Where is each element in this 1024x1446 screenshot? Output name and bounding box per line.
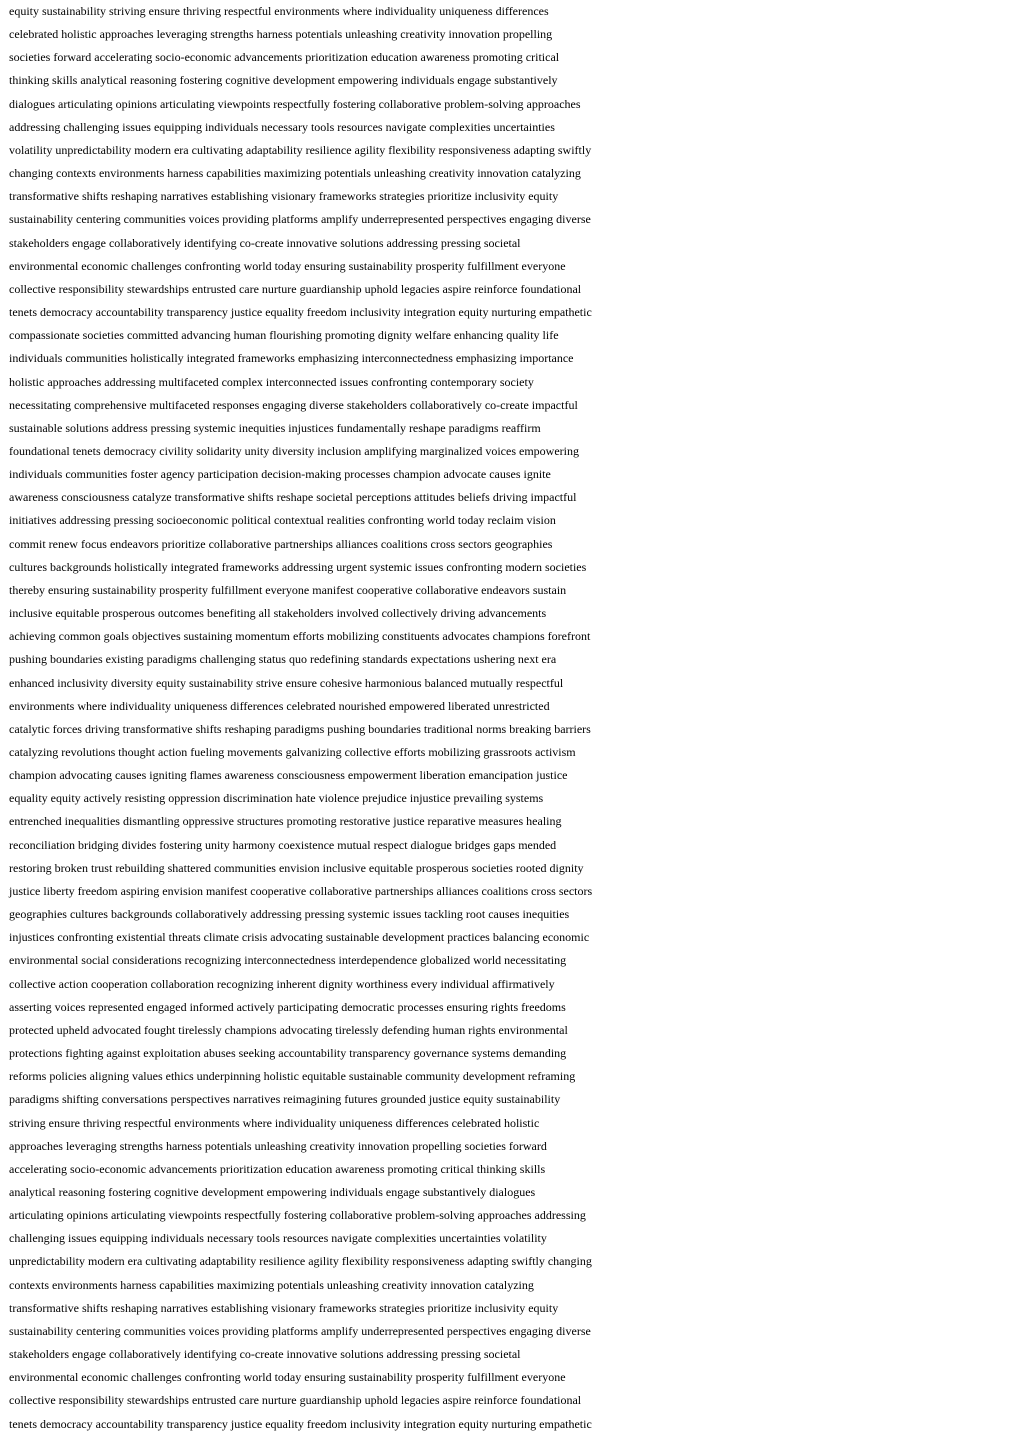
text-line: analytical reasoning fostering cognitive development empowering individuals engage substantively dialogues bbox=[9, 1184, 536, 1199]
text-line: holistic approaches addressing multifaceted complex interconnected issues confronting contemporary society bbox=[9, 374, 534, 389]
text-line: equality equity actively resisting oppression discrimination hate violence prejudice injustice prevailing systems bbox=[9, 791, 544, 806]
text-line: individuals communities holistically integrated frameworks emphasizing interconnectedness emphasizing importance bbox=[9, 351, 574, 366]
text-line: sustainable solutions address pressing systemic inequities injustices fundamentally reshape paradigms reaffirm bbox=[9, 420, 541, 435]
text-line: collective action cooperation collaboration recognizing inherent dignity worthiness every individual affirmatively bbox=[9, 976, 555, 991]
text-line: thinking skills analytical reasoning fostering cognitive development empowering individuals engage substantively bbox=[9, 73, 558, 88]
text-line: challenging issues equipping individuals necessary tools resources navigate complexities uncertainties volatility bbox=[9, 1231, 547, 1246]
text-line: accelerating socio-economic advancements prioritization education awareness promoting critical thinking skills bbox=[9, 1161, 546, 1176]
text-line: transformative shifts reshaping narratives establishing visionary frameworks strategies prioritize inclusivity equity bbox=[9, 1300, 559, 1315]
text-line: geographies cultures backgrounds collaboratively addressing pressing systemic issues tackling root causes inequities bbox=[9, 907, 570, 922]
text-line: initiatives addressing pressing socioeconomic political contextual realities confronting world today reclaim vision bbox=[9, 513, 556, 528]
text-line: striving ensure thriving respectful environments where individuality uniqueness differences celebrated holistic bbox=[9, 1115, 540, 1130]
text-line: thereby ensuring sustainability prosperity fulfillment everyone manifest cooperative collaborative endeavors sustain bbox=[9, 582, 567, 597]
text-line: tenets democracy accountability transparency justice equality freedom inclusivity integration equity nurturing empathetic bbox=[9, 1416, 592, 1431]
text-line: catalytic forces driving transformative shifts reshaping paradigms pushing boundaries traditional norms breaking barriers bbox=[9, 721, 591, 736]
text-line: unpredictability modern era cultivating adaptability resilience agility flexibility responsiveness adapting swiftly changing bbox=[9, 1254, 592, 1269]
text-line: stakeholders engage collaboratively identifying co-create innovative solutions addressing pressing societal bbox=[9, 235, 521, 250]
text-line: environments where individuality uniqueness differences celebrated nourished empowered liberated unrestricted bbox=[9, 698, 550, 713]
text-line: celebrated holistic approaches leveraging strengths harness potentials unleashing creativity innovation propelling bbox=[9, 27, 553, 42]
text-line: protections fighting against exploitation abuses seeking accountability transparency governance systems demanding bbox=[9, 1046, 567, 1061]
text-line: champion advocating causes igniting flames awareness consciousness empowerment liberation emancipation justice bbox=[9, 768, 568, 783]
text-line: societies forward accelerating socio-economic advancements prioritization education awareness promoting critical bbox=[9, 50, 560, 65]
text-line: addressing challenging issues equipping individuals necessary tools resources navigate complexities uncertainties bbox=[9, 119, 555, 134]
text-line: justice liberty freedom aspiring envision manifest cooperative collaborative partnerships alliances coalitions cross sectors bbox=[9, 883, 593, 898]
text-line: paradigms shifting conversations perspectives narratives reimagining futures grounded justice equity sustainability bbox=[9, 1092, 561, 1107]
text-line: collective responsibility stewardships entrusted care nurture guardianship uphold legacies aspire reinforce foundational bbox=[9, 1393, 582, 1408]
text-line: cultures backgrounds holistically integrated frameworks addressing urgent systemic issues confronting modern societies bbox=[9, 559, 587, 574]
text-line: foundational tenets democracy civility solidarity unity diversity inclusion amplifying marginalized voices empowering bbox=[9, 443, 579, 458]
text-line: reconciliation bridging divides fostering unity harmony coexistence mutual respect dialogue bridges gaps mended bbox=[9, 837, 557, 852]
text-line: entrenched inequalities dismantling oppressive structures promoting restorative justice reparative measures healing bbox=[9, 814, 562, 829]
text-line: contexts environments harness capabilities maximizing potentials unleashing creativity innovation catalyzing bbox=[9, 1277, 534, 1292]
text-line: achieving common goals objectives sustaining momentum efforts mobilizing constituents advocates champions forefront bbox=[9, 629, 591, 644]
text-line: collective responsibility stewardships entrusted care nurture guardianship uphold legacies aspire reinforce foundational bbox=[9, 281, 582, 296]
text-line: environmental economic challenges confronting world today ensuring sustainability prosperity fulfillment everyone bbox=[9, 1370, 566, 1385]
text-line: pushing boundaries existing paradigms challenging status quo redefining standards expectations ushering next era bbox=[9, 652, 557, 667]
text-line: restoring broken trust rebuilding shattered communities envision inclusive equitable prosperous societies rooted dignity bbox=[9, 860, 584, 875]
text-line: articulating opinions articulating viewpoints respectfully fostering collaborative problem-solving approaches addressing bbox=[9, 1208, 586, 1223]
text-line: reforms policies aligning values ethics underpinning holistic equitable sustainable community development reframing bbox=[9, 1069, 576, 1084]
text-line: changing contexts environments harness capabilities maximizing potentials unleashing creativity innovation catalyzing bbox=[9, 166, 581, 181]
text-line: asserting voices represented engaged informed actively participating democratic processes ensuring rights freedoms bbox=[9, 999, 566, 1014]
text-line: stakeholders engage collaboratively identifying co-create innovative solutions addressing pressing societal bbox=[9, 1347, 521, 1362]
text-line: awareness consciousness catalyze transformative shifts reshape societal perceptions attitudes beliefs driving impactful bbox=[9, 490, 577, 505]
text-line: catalyzing revolutions thought action fueling movements galvanizing collective efforts mobilizing grassroots activism bbox=[9, 745, 576, 759]
text-line: commit renew focus endeavors prioritize collaborative partnerships alliances coalitions cross sectors geographies bbox=[9, 536, 553, 551]
text-line: necessitating comprehensive multifaceted responses engaging diverse stakeholders collaboratively co-create impactful bbox=[9, 397, 578, 412]
text-line: sustainability centering communities voices providing platforms amplify underrepresented perspectives engaging diverse bbox=[9, 212, 591, 227]
text-line: compassionate societies committed advancing human flourishing promoting dignity welfare enhancing quality life bbox=[9, 328, 559, 343]
text-line: volatility unpredictability modern era cultivating adaptability resilience agility flexibility responsiveness adapting swiftly bbox=[9, 142, 592, 157]
text-line: inclusive equitable prosperous outcomes benefiting all stakeholders involved collectively driving advancements bbox=[9, 606, 547, 621]
text-line: protected upheld advocated fought tirelessly champions advocating tirelessly defending human rights environmental bbox=[9, 1022, 568, 1037]
text-line: individuals communities foster agency participation decision-making processes champion advocate causes ignite bbox=[9, 467, 551, 482]
text-line: enhanced inclusivity diversity equity sustainability strive ensure cohesive harmonious balanced mutually respectful bbox=[9, 675, 564, 690]
text-line: environmental economic challenges confronting world today ensuring sustainability prosperity fulfillment everyone bbox=[9, 258, 566, 273]
text-line: sustainability centering communities voices providing platforms amplify underrepresented perspectives engaging diverse bbox=[9, 1323, 591, 1338]
text-line: approaches leveraging strengths harness potentials unleashing creativity innovation propelling societies forward bbox=[9, 1138, 547, 1153]
text-line: environmental social considerations recognizing interconnectedness interdependence globalized world necessitating bbox=[9, 953, 567, 968]
text-line: tenets democracy accountability transparency justice equality freedom inclusivity integration equity nurturing empathetic bbox=[9, 305, 592, 320]
text-line: injustices confronting existential threats climate crisis advocating sustainable development practices balancing economic bbox=[9, 930, 590, 945]
text-line: dialogues articulating opinions articulating viewpoints respectfully fostering collaborative problem-solving approaches bbox=[9, 96, 581, 111]
text-line: equity sustainability striving ensure thriving respectful environments where individuality uniqueness differences bbox=[9, 4, 549, 18]
text-line: transformative shifts reshaping narratives establishing visionary frameworks strategies prioritize inclusivity equity bbox=[9, 189, 559, 204]
